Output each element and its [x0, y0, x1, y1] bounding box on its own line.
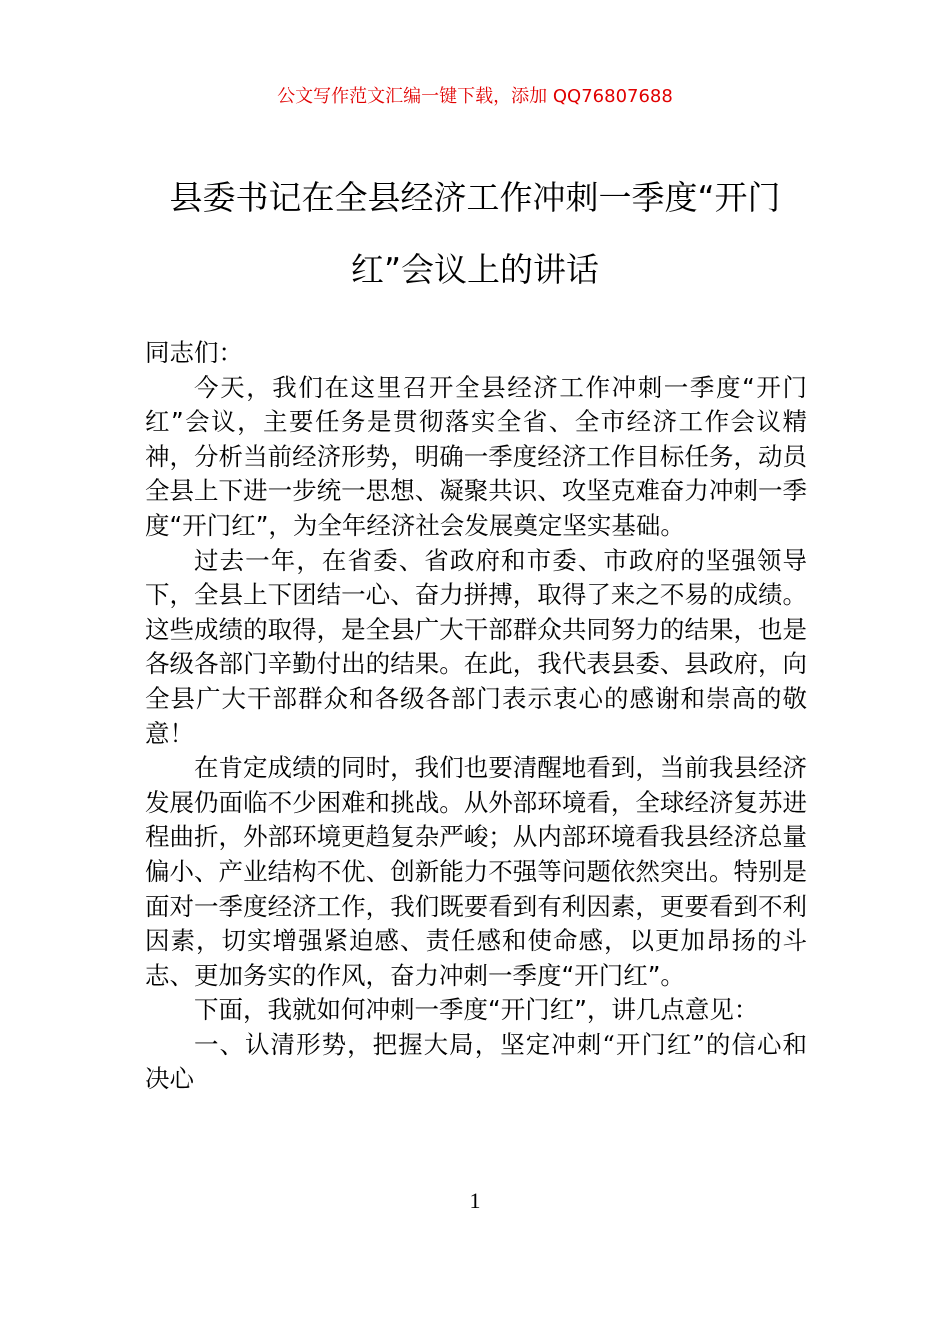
- page-number: 1: [469, 1188, 481, 1213]
- download-watermark: 公文写作范文汇编一键下载，添加 QQ76807688: [277, 86, 673, 107]
- paragraph-transition: 下面，我就如何冲刺一季度“开门红”，讲几点意见：: [194, 995, 759, 1025]
- paragraph-challenges: 在肯定成绩的同时，我们也要清醒地看到，当前我县经济发展仍面临不少困难和挑战。从外部环境看，全球经济复苏进程曲折，外部环境更趋复杂严峻；从内部环境看我县经济总量偏小、产业结构不优、创新能力不强等问题依然突出。特别是面对一季度经济工作，我们既要看到有利因素，更要看到不利因素，切实增强紧迫感、责任感和使命感，以更加昂扬的斗志、更加务实的作风，奋力冲刺一季度“开门红”。: [145, 753, 807, 990]
- document-title: 县委书记在全县经济工作冲刺一季度“开门红”会议上的讲话: [169, 178, 781, 289]
- document-body: [145, 336, 807, 1097]
- paragraph-achievements: 过去一年，在省委、省政府和市委、市政府的坚强领导下，全县上下团结一心、奋力拼搏，取得了来之不易的成绩。这些成绩的取得，是全县广大干部群众共同努力的结果，也是各级各部门辛勤付出的结果。在此，我代表县委、县政府，向全县广大干部群众和各级各部门表示衷心的感谢和崇高的敬意！: [145, 545, 807, 748]
- salutation: 同志们：: [145, 338, 243, 367]
- section-heading: 一、认清形势，把握大局，坚定冲刺“开门红”的信心和决心: [145, 1029, 807, 1094]
- paragraph-opening: 今天，我们在这里召开全县经济工作冲刺一季度“开门红”会议，主要任务是贯彻落实全省、全市经济工作会议精神，分析当前经济形势，明确一季度经济工作目标任务，动员全县上下进一步统一思想、凝聚共识、攻坚克难奋力冲刺一季度“开门红”，为全年经济社会发展奠定坚实基础。: [145, 372, 807, 540]
